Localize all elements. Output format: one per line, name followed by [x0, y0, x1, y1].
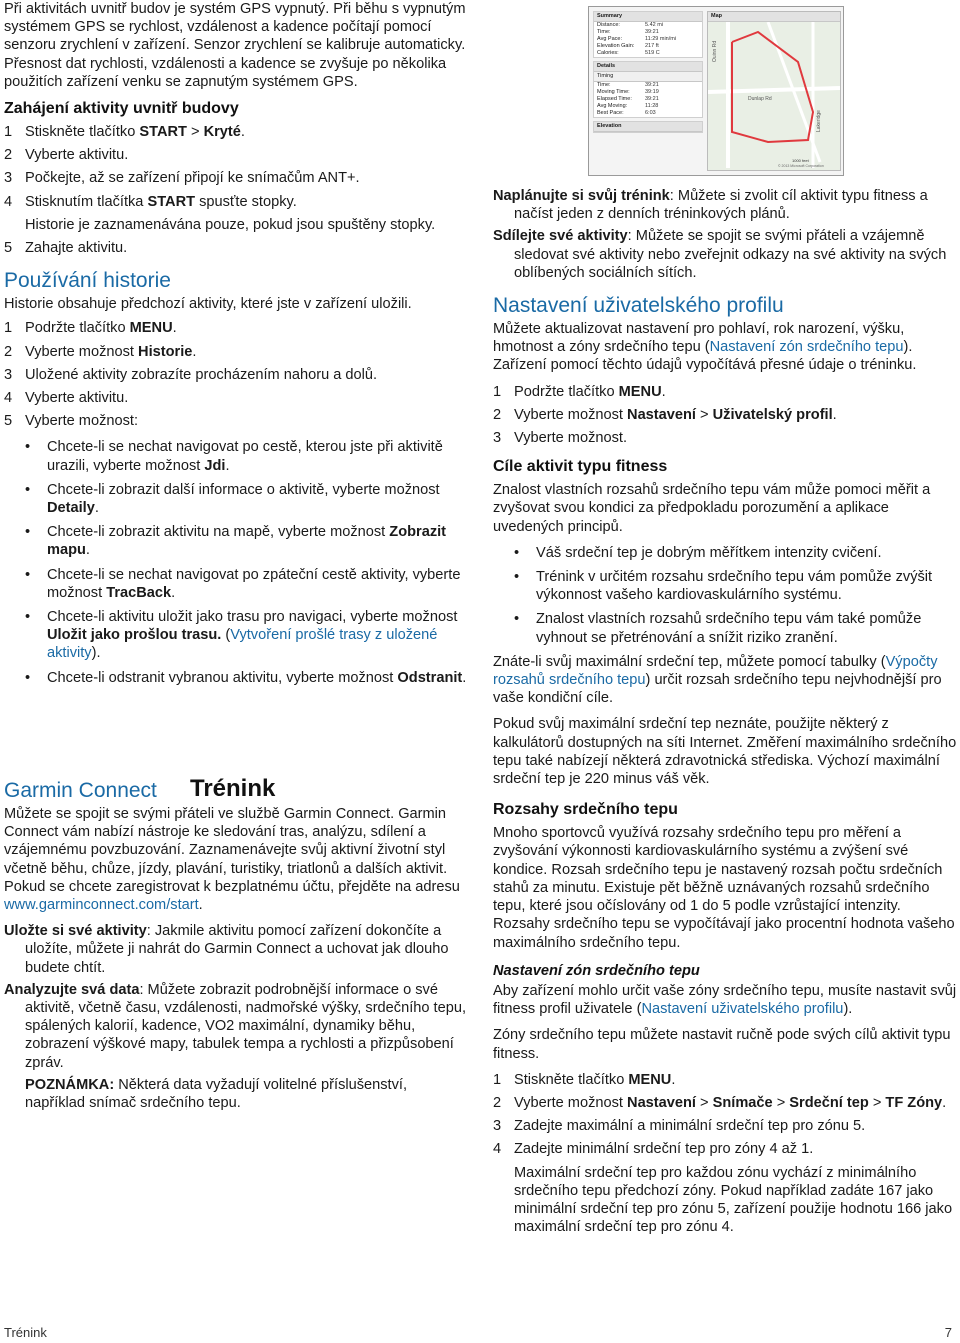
step-text: Stisknutím tlačítka START spusťte stopky. [25, 193, 297, 210]
stat-row [594, 22, 702, 29]
step-item [493, 429, 957, 447]
stat-label: Avg Moving: [597, 103, 628, 109]
bullet-icon: • [25, 524, 31, 541]
step-item [4, 389, 470, 407]
stat-value: 39:21 [645, 82, 659, 88]
garmin-connect-heading: Garmin Connect [4, 778, 157, 802]
stat-row [594, 103, 702, 110]
step-text: Zadejte minimální srdeční tep pro zóny 4 až 1. [514, 1141, 814, 1158]
stat-row [594, 110, 702, 117]
step-number: 3 [4, 170, 13, 187]
map-title: Map [708, 12, 840, 22]
gc-plan: Naplánujte si svůj trénink: Můžete si zvolit cíl aktivit typu fitness a načíst jeden z denních tréninkových plánů. [493, 188, 928, 223]
step-number: 3 [4, 366, 13, 383]
step-text: Stiskněte tlačítko START > Kryté. [25, 124, 245, 141]
goal-text: Váš srdeční tep je dobrým měřítkem intenzity cvičení. [536, 544, 882, 561]
profile-steps [493, 383, 957, 448]
zones-steps [493, 1071, 957, 1159]
step-item [493, 383, 957, 401]
stat-row [594, 82, 702, 89]
ranges-text: Mnoho sportovců využívá rozsahy srdečního tepu pro měření a zvyšování výkonnosti kardiovaskulárního systému a zvýšení své kondice. Rozsah srdečního tepu je nastavený rozsah počtu srdečních stahů za minutu. Existuje pět běžně uznávaných rozsahů srdečního tepu, které jsou očíslovány od 1 do 5 podle vzrůstající intenzity. Rozsahy srdečního tepu se vypočítávají jako procentní hodnota vašeho maximálního srdečního tepu. [493, 825, 955, 951]
map-label-2: Dunlap Rd [748, 96, 772, 102]
step-item [4, 146, 470, 164]
option-text: Chcete-li odstranit vybranou aktivitu, vyberte možnost Odstranit. [47, 669, 467, 686]
bullet-icon: • [514, 569, 520, 586]
stat-row [594, 96, 702, 103]
goals-bullets [493, 544, 957, 647]
bullet-icon: • [25, 609, 31, 626]
step-item [4, 366, 470, 384]
gc-note: POZNÁMKA: Některá data vyžadují volitelné příslušenství, například snímač srdečního tepu. [25, 1076, 408, 1111]
step-text: Vyberte možnost. [514, 430, 628, 447]
step-item [4, 319, 470, 337]
option-item [25, 608, 470, 663]
step-text: Vyberte možnost: [25, 413, 139, 430]
map-scale: 1000 feet [792, 158, 809, 163]
step-text: Vyberte možnost Nastavení > Uživatelský profil. [514, 406, 837, 423]
option-text: Chcete-li zobrazit další informace o aktivitě, vyberte možnost Detaily. [47, 481, 440, 517]
option-text: Chcete-li aktivitu uložit jako trasu pro navigaci, vyberte možnost Uložit jako prošlou trasu. (Vytvoření prošlé trasy z uložené aktivity). [47, 609, 458, 662]
gc-save: Uložte si své aktivity: Jakmile aktivitu pomocí zařízení dokončíte a uložíte, můžete ji nahrát do Garmin Connect a uchovat jak dlouho budete chtít. [4, 923, 449, 976]
stat-label: Distance: [597, 22, 620, 28]
option-text: Chcete-li se nechat navigovat po cestě, kterou jste při aktivitě urazili, vyberte možnost Jdi. [47, 439, 443, 474]
step-item [493, 1117, 957, 1135]
profile-intro: Můžete aktualizovat nastavení pro pohlaví, rok narození, výšku, hmotnost a zóny srdečního tepu (Nastavení zón srdečního tepu). Zařízení pomocí těchto údajů vypočítává přesné údaje o tréninku. [493, 321, 917, 374]
bullet-icon: • [514, 544, 520, 561]
option-item [25, 566, 470, 602]
details-title: Details [594, 62, 702, 72]
indoor-steps [4, 123, 470, 211]
gc-analyze: Analyzujte svá data: Můžete zobrazit podrobnější informace o své aktivitě, včetně času, vzdálenosti, nadmořské výšky, srdečního tepu, spálených kalorií, kadence, VO2 maximální, dynamiky běhu, zobrazení výškové mapy, tabulek tempa a rychlosti a přizpůsobení zpráv. [4, 981, 466, 1071]
stat-label: Time: [597, 29, 611, 35]
step-number: 1 [493, 383, 502, 400]
indoor-note: Historie je zaznamenávána pouze, pokud jsou spuštěny stopky. [25, 216, 436, 233]
step-item [493, 1071, 957, 1089]
step-text: Zadejte maximální a minimální srdeční tep pro zónu 5. [514, 1118, 866, 1135]
step-number: 1 [4, 320, 13, 337]
stat-value: 39:19 [645, 89, 659, 95]
page-footer [4, 1325, 952, 1341]
step-item [493, 1094, 957, 1112]
option-item [25, 523, 470, 559]
stat-row [594, 89, 702, 96]
gc-share: Sdílejte své aktivity: Můžete se spojit se svými přáteli a vzájemně sledovat své aktivity nebo zveřejnit odkazy na své aktivity na svých oblíbených sociálních sítích. [493, 228, 947, 281]
section-title: Trénink [190, 775, 276, 802]
stat-value: 39:21 [645, 29, 659, 35]
goals-p2: Znáte-li svůj maximální srdeční tep, můžete pomocí tabulky (Výpočty rozsahů srdečního tepu) určit rozsah srdečního tepu nejvhodnější pro vaše kondiční cíle. [493, 653, 942, 707]
map-copyright: © 2013 Microsoft Corporation [778, 164, 824, 168]
bullet-icon: • [514, 611, 520, 628]
map-panel [707, 11, 841, 171]
stat-row [594, 43, 702, 50]
stat-row [594, 50, 702, 57]
step-item [4, 343, 470, 361]
history-heading: Používání historie [4, 269, 171, 293]
step-number: 2 [493, 1094, 502, 1111]
history-options [4, 438, 470, 686]
stat-label: Calories: [597, 50, 619, 56]
stat-row [594, 29, 702, 36]
elevation-title: Elevation [594, 122, 702, 132]
zones-link[interactable]: Nastavení zón srdečního tepu [709, 339, 904, 356]
option-item [25, 481, 470, 517]
page-number: 7 [944, 1325, 952, 1340]
goals-heading: Cíle aktivit typu fitness [493, 458, 668, 476]
indoor-heading: Zahájení aktivity uvnitř budovy [4, 100, 239, 118]
goal-item [514, 544, 957, 562]
step-number: 2 [4, 343, 13, 360]
goal-text: Znalost vlastních rozsahů srdečního tepu vám také pomůže vyhnout se přetrénování a snížit riziko zranění. [536, 611, 922, 646]
profile-heading: Nastavení uživatelského profilu [493, 294, 784, 318]
map-label-1: Ouinn Rd [712, 40, 718, 62]
indoor-intro: Při aktivitách uvnitř budov je systém GPS vypnutý. Při běhu s vypnutým systémem GPS se rychlost, vzdálenost a kadence počítají pomocí senzoru zrychlení v zařízení. Senzor zrychlení se kalibruje automaticky. Přesnost dat rychlosti, vzdálenosti a kadence se zvyšuje po několika použitích zařízení venku se zapnutým systémem GPS. [4, 1, 466, 90]
hr-calc-link[interactable]: Výpočty rozsahů srdečního tepu [493, 653, 938, 689]
stat-label: Moving Time: [597, 89, 630, 95]
map-label-3: Lakeridge [816, 110, 822, 132]
gc-intro: Můžete se spojit se svými přáteli ve službě Garmin Connect. Garmin Connect vám nabízí nástroje ke sledování tras, analýzu, sdílení a vzájemnému povzbuzování. Zaznamenávejte svůj aktivní životní styl včetně běhu, chůze, jízdy, plavání, turistiky, triatlonů a dalších aktivit. Pokud se chcete zaregistrovat k bezplatnému účtu, přejděte na adresu www.garminconnect.com/start. [4, 805, 460, 913]
stat-label: Elevation Gain: [597, 43, 635, 49]
summary-panel [593, 11, 703, 136]
stat-label: Time: [597, 82, 611, 88]
step-text: Uložené aktivity zobrazíte procházením nahoru a dolů. [25, 366, 378, 383]
saved-activity-link[interactable]: Vytvoření prošlé trasy z uložené aktivity [47, 627, 438, 662]
step-number: 1 [4, 124, 13, 141]
stat-value: 5.42 mi [645, 22, 664, 28]
step-number: 1 [493, 1071, 502, 1088]
right-column [493, 187, 957, 1241]
step-number: 3 [493, 430, 502, 447]
bullet-icon: • [25, 566, 31, 583]
stat-label: Avg Pace: [597, 36, 622, 42]
step-number: 4 [4, 193, 13, 210]
gc-url-link[interactable]: www.garminconnect.com/start [4, 896, 199, 913]
goal-text: Trénink v určitém rozsahu srdečního tepu vám pomůže zvýšit výkonnost vašeho kardiovaskulárního systému. [536, 569, 933, 604]
option-text: Chcete-li se nechat navigovat po zpáteční cestě aktivity, vyberte možnost TracBack. [47, 566, 461, 601]
step-number: 3 [493, 1118, 502, 1135]
goals-p3: Pokud svůj maximální srdeční tep neznáte, použijte některý z kalkulátorů dostupných na síti Internet. Změření maximálního srdečního tepu také nabízejí některá zdravotnická střediska. Výchozí maximální srdeční tep je 220 minus váš věk. [493, 716, 957, 788]
history-intro: Historie obsahuje předchozí aktivity, které jste v zařízení uložili. [4, 296, 412, 313]
bullet-icon: • [25, 439, 31, 456]
step-text: Vyberte možnost Nastavení > Snímače > Srdeční tep > TF Zóny. [514, 1094, 947, 1111]
bullet-icon: • [25, 481, 31, 498]
ranges-heading: Rozsahy srdečního tepu [493, 801, 678, 819]
step-text: Počkejte, až se zařízení připojí ke snímačům ANT+. [25, 170, 360, 187]
step-text: Vyberte aktivitu. [25, 390, 129, 407]
step-item [4, 193, 470, 211]
stat-row [594, 36, 702, 43]
footer-section: Trénink [4, 1325, 47, 1340]
stat-value: 6:03 [645, 110, 656, 116]
step-number: 2 [4, 147, 13, 164]
step-text: Stiskněte tlačítko MENU. [514, 1071, 676, 1088]
option-text: Chcete-li zobrazit aktivitu na mapě, vyberte možnost Zobrazit mapu. [47, 524, 447, 559]
stat-label: Best Pace: [597, 110, 624, 116]
goals-intro: Znalost vlastních rozsahů srdečního tepu vám může pomoci měřit a zvyšovat svou kondici za předpokladu porozumění a aplikace uvedených principů. [493, 482, 931, 535]
stat-value: 519 C [645, 50, 660, 56]
step-item [4, 412, 470, 430]
goal-item [514, 610, 957, 646]
stat-value: 39:21 [645, 96, 659, 102]
step-text: Podržte tlačítko MENU. [514, 383, 666, 400]
step-item [493, 1140, 957, 1158]
stat-value: 11:28 [645, 103, 659, 109]
zones-p1: Aby zařízení mohlo určit vaše zóny srdečního tepu, musíte nastavit svůj fitness profil uživatele (Nastavení uživatelského profilu). [493, 982, 957, 1018]
indoor-step-5: 5 Zahajte aktivitu. [4, 240, 128, 257]
profile-link[interactable]: Nastavení uživatelského profilu [641, 1001, 844, 1018]
step-number: 5 [4, 413, 13, 430]
option-item [25, 669, 470, 687]
step-text: Vyberte aktivitu. [25, 147, 129, 164]
timing-title: Timing [594, 72, 702, 82]
summary-title: Summary [594, 12, 702, 22]
goal-item [514, 568, 957, 604]
step-text: Vyberte možnost Historie. [25, 343, 197, 360]
step-item [4, 169, 470, 187]
step-item [4, 123, 470, 141]
history-steps [4, 319, 470, 430]
stat-value: 11:29 min/mi [645, 36, 677, 42]
left-column [4, 0, 470, 1116]
garmin-connect-screenshot [588, 6, 844, 176]
option-item [25, 438, 470, 474]
zones-heading: Nastavení zón srdečního tepu [493, 962, 700, 979]
step-text: Podržte tlačítko MENU. [25, 320, 177, 337]
zones-p2: Zóny srdečního tepu můžete nastavit ručně pode svých cílů aktivit typu fitness. [493, 1027, 951, 1062]
stat-label: Elapsed Time: [597, 96, 632, 102]
zones-note: Maximální srdeční tep pro každou zónu vychází z minimálního srdečního tepu předchozí zóny. Pokud například zadáte 167 jako minimální srdeční tep pro zónu 5, zařízení použije hodnotu 166 jako maximální srdeční tep pro zónu 4. [514, 1164, 953, 1236]
stat-value: 217 ft [645, 43, 659, 49]
map-route [708, 22, 840, 168]
bullet-icon: • [25, 669, 31, 686]
step-number: 2 [493, 406, 502, 423]
step-item [493, 406, 957, 424]
step-number: 4 [4, 390, 13, 407]
step-number: 4 [493, 1141, 502, 1158]
